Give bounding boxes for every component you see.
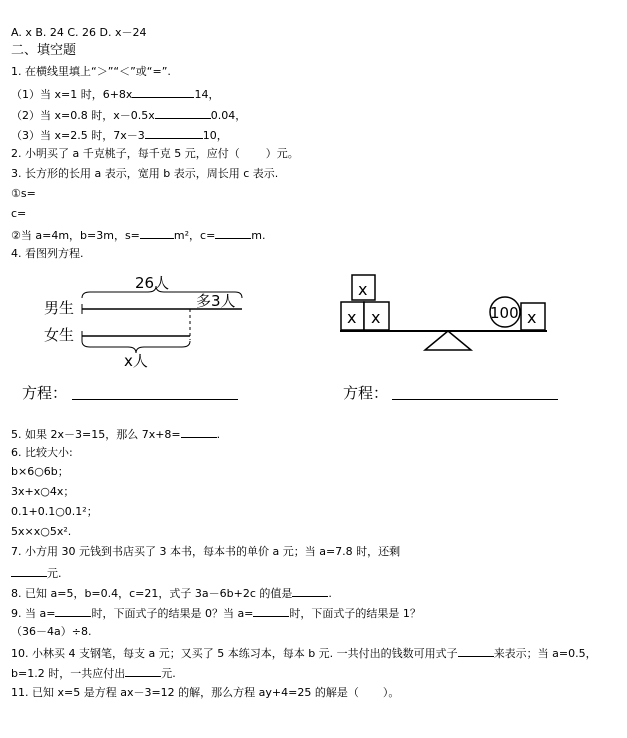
q3-s-blank[interactable]: [140, 227, 174, 239]
q7-line2: [11, 565, 62, 581]
q11-pre: 11. 已知 x=5 是方程 ax－3=12 的解，那么方程 ay+4=25 的解是（: [11, 686, 359, 699]
q7-line1: 7. 小方用 30 元钱到书店买了 3 本书，每本书的单价 a 元；当 a=7.8 时，还剩: [11, 545, 401, 558]
q4-stem: 4. 看图列方程.: [11, 247, 84, 260]
q1-c: [11, 127, 228, 143]
q6-l4: 5x×x○5x².: [11, 525, 72, 538]
q3-c-blank[interactable]: [215, 227, 251, 239]
q1-a-pre: （1）当 x=1 时，6+8x: [11, 88, 133, 101]
q9-expr: （36－4a）÷8.: [11, 625, 92, 638]
q3-stem: 3. 长方形的长用 a 表示，宽用 b 表示，周长用 c 表示.: [11, 167, 279, 180]
q1-c-pre: （3）当 x=2.5 时，7x－3: [11, 129, 145, 142]
q10-mid: 来表示；当 a=0.5，: [493, 647, 597, 660]
q1-b: [11, 107, 246, 123]
q9-post: 时，下面式子的结果是 1？: [289, 607, 421, 620]
q8-pre: 8. 已知 a=5，b=0.4，c=21，式子 3a－6b+2c 的值是: [11, 587, 293, 600]
box-left-label: x: [347, 308, 357, 327]
bar-diagram: [30, 268, 260, 368]
options-line: A. x B. 24 C. 26 D. x－24: [11, 26, 147, 39]
balance-scale: [335, 270, 555, 355]
q11: [11, 686, 399, 700]
q6-l1: b×6○6b；: [11, 465, 69, 478]
q3-sub2-post: m.: [251, 229, 266, 242]
q2: [11, 147, 299, 161]
equation-line-right[interactable]: [392, 398, 558, 400]
box-right-label: x: [527, 308, 537, 327]
q5-blank[interactable]: [181, 426, 217, 438]
weight-label: 100: [490, 304, 519, 322]
equation-line-left[interactable]: [72, 398, 238, 400]
q9-pre: 9. 当 a=: [11, 607, 56, 620]
q7-post: 元.: [47, 567, 62, 580]
q3-sub2: [11, 227, 266, 243]
q10-line2: [11, 665, 176, 681]
section-title: 二、填空题: [11, 43, 77, 58]
girls-label: 女生: [44, 326, 75, 344]
q8-post: .: [328, 587, 332, 600]
q6-stem: 6. 比较大小:: [11, 446, 73, 459]
q3-s-line: ①s=: [11, 187, 36, 200]
boys-label: 男生: [44, 299, 75, 317]
q3-sub2-mid: m²，c=: [173, 229, 216, 242]
q1-a: [11, 86, 219, 102]
q1-c-post: 10，: [202, 129, 228, 142]
q5: [11, 426, 220, 442]
q2-post: ）元。: [265, 147, 299, 160]
q2-pre: 2. 小明买了 a 千克桃子，每千克 5 元，应付（: [11, 147, 240, 160]
q1-stem: 1. 在横线里填上“＞”“＜”或“=”.: [11, 65, 171, 78]
q9: [11, 605, 421, 621]
q11-post: ）。: [382, 686, 400, 699]
q10-pre: 10. 小林买 4 支钢笔，每支 a 元；又买了 5 本练习本，每本 b 元. 一共付出的钱数可用式子: [11, 647, 458, 660]
q9-mid: 时，下面式子的结果是 0？当 a=: [91, 607, 254, 620]
girls-count-label: x人: [124, 352, 148, 368]
q6-l2: 3x+x○4x；: [11, 485, 75, 498]
q3-sub2-pre: ②当 a=4m，b=3m，s=: [11, 229, 140, 242]
q5-post: .: [216, 428, 221, 441]
q3-c-line: c=: [11, 207, 27, 220]
q9-blank-1[interactable]: [55, 605, 91, 617]
q8: [11, 585, 332, 601]
q1-b-blank[interactable]: [155, 107, 211, 119]
top-total-label: 26人: [135, 274, 170, 292]
box-middle-label: x: [371, 308, 381, 327]
q7-blank[interactable]: [11, 565, 47, 577]
more-label: 多3人: [196, 292, 236, 310]
q1-b-post: 0.04，: [210, 109, 247, 122]
q1-a-post: 14，: [194, 88, 220, 101]
q10-line2-pre: b=1.2 时，一共应付出: [11, 667, 126, 680]
fulcrum: [425, 331, 471, 350]
equation-label-left: 方程：: [22, 384, 68, 402]
q8-blank[interactable]: [292, 585, 328, 597]
q1-c-blank[interactable]: [145, 127, 203, 139]
q1-b-pre: （2）当 x=0.8 时，x－0.5x: [11, 109, 155, 122]
q10-line2-post: 元.: [161, 667, 176, 680]
equation-label-right: 方程：: [343, 384, 389, 402]
box-top-label: x: [358, 280, 368, 299]
q1-a-blank[interactable]: [132, 86, 194, 98]
q9-blank-2[interactable]: [253, 605, 289, 617]
q10-line1: [11, 645, 597, 661]
q10-blank-2[interactable]: [125, 665, 161, 677]
q6-l3: 0.1+0.1○0.1²；: [11, 505, 98, 518]
q5-pre: 5. 如果 2x－3=15，那么 7x+8=: [11, 428, 181, 441]
q10-blank-1[interactable]: [458, 645, 494, 657]
